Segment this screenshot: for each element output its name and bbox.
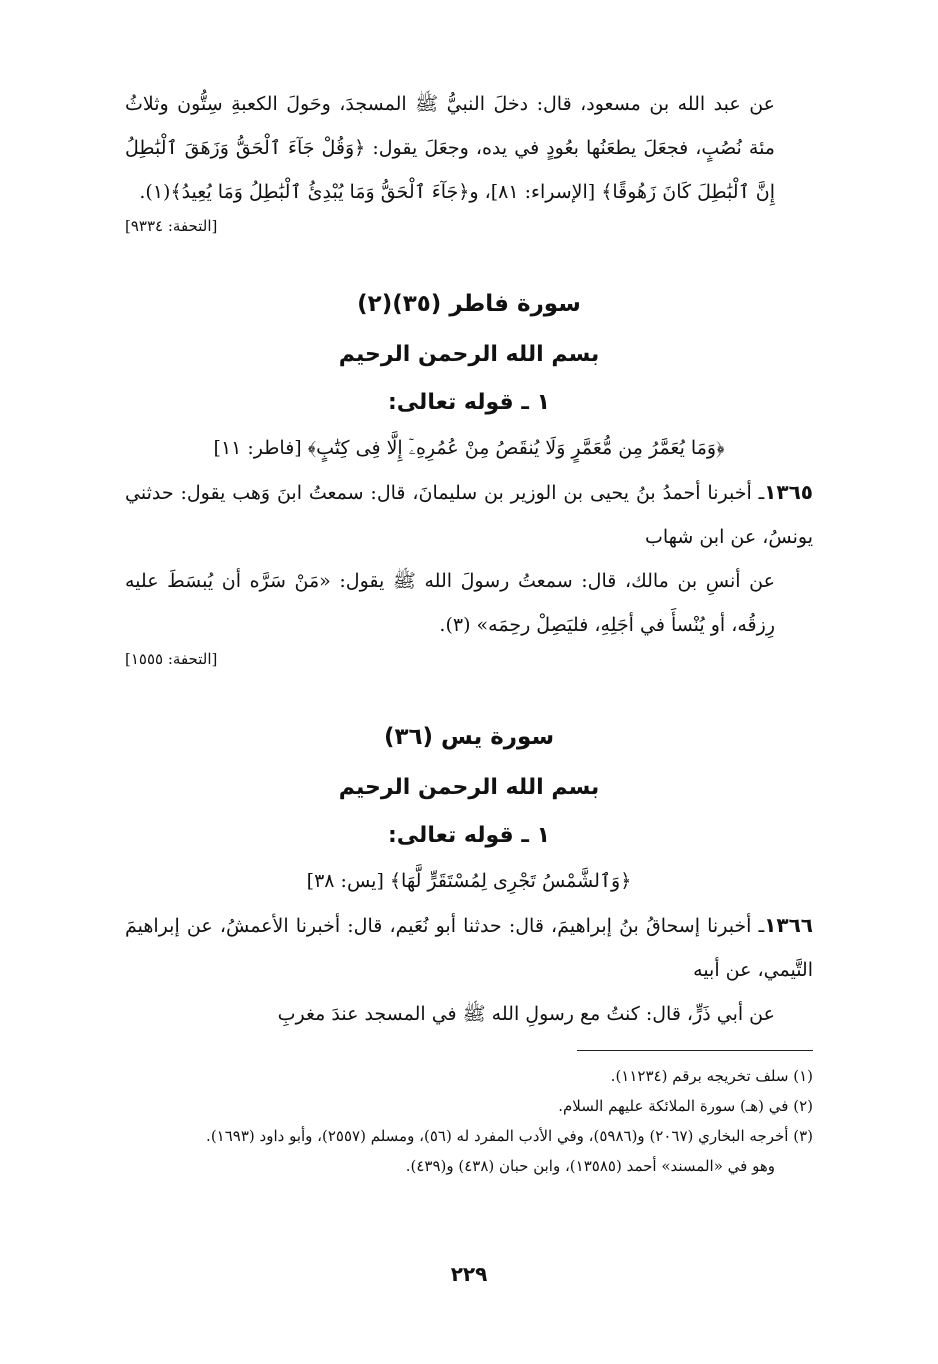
quran-verse-yasin: ﴿وَٱلشَّمْسُ تَجْرِى لِمُسْتَقَرٍّ لَّهَا﴾ [يس: ٣٨] bbox=[306, 870, 632, 892]
hadith-1366-isnad bbox=[125, 903, 813, 992]
isnad-text: ـ أخبرنا إسحاقُ بنُ إبراهيمَ، قال: حدثنا أبو نُعَيم، قال: أخبرنا الأعمشُ، عن إبراهيمَ التَّيمي، عن أبيه bbox=[125, 915, 813, 981]
spacer bbox=[125, 238, 813, 278]
footnote-3: (٣) أخرجه البخاري (٢٠٦٧) و(٥٩٨٦)، وفي الأدب المفرد له (٥٦)، ومسلم (٢٥٥٧)، وأبو داود (١٦٩٣). bbox=[206, 1127, 813, 1145]
quran-verse-fatir: ﴿وَمَا يُعَمَّرُ مِن مُّعَمَّرٍ وَلَا يُنقَصُ مِنْ عُمُرِهِۦٓ إِلَّا فِى كِتَٰبٍ﴾ [فاطر: ١١] bbox=[213, 437, 725, 459]
footnote-1: (١) سلف تخريجه برقم (١١٢٣٤). bbox=[610, 1067, 813, 1085]
intro-reference-wrap bbox=[125, 214, 813, 238]
hadith-1366-matn: عن أبي ذَرٍّ، قال: كنتُ مع رسولِ الله ﷺ في المسجد عندَ مغربِ bbox=[277, 1003, 775, 1025]
hadith-1365-isnad bbox=[125, 470, 813, 559]
page-number: ٢٢٩ bbox=[450, 1262, 488, 1286]
intro-hadith-text: عن عبد الله بن مسعود، قال: دخلَ النبيُّ ﷺ المسجدَ، وحَولَ الكعبةِ سِتُّون وثلاثُ مئة نُصُبٍ، فجعَلَ يطعَنُها بعُودٍ في يده، وجعَلَ يقول: ﴿وَقُلْ جَآءَ ٱلْحَقُّ وَزَهَقَ ٱلْبَٰطِلُ إِنَّ ٱلْبَٰطِلَ كَانَ زَهُوقًا﴾ [الإسراء: ٨١]، و﴿جَآءَ ٱلْحَقُّ وَمَا يُبْدِئُ ٱلْبَٰطِلُ وَمَا يُعِيدُ﴾(١). bbox=[125, 93, 775, 203]
intro-tuhfa-reference: [التحفة: ٩٣٣٤] bbox=[125, 217, 218, 235]
footnote-2: (٢) في (هـ) سورة الملائكة عليهم السلام. bbox=[558, 1097, 813, 1115]
surah-fatir-title: سورة فاطر (٣٥)(٢) bbox=[357, 291, 581, 317]
basmala-heading: بسم الله الرحمن الرحيم bbox=[338, 342, 600, 367]
hadith-number: ١٣٦٦ bbox=[764, 913, 813, 937]
qawluhu-taala-heading: ١ ـ قوله تعالى: bbox=[388, 390, 550, 415]
hadith-1365-matn: عن أنسِ بن مالك، قال: سمعتُ رسولَ الله ﷺ يقول: «مَنْ سَرَّه أن يُبسَطَ عليه رِزقُه، أو يُنْسأَ في أجَلِهِ، فليَصِلْ رحِمَه» (٣). bbox=[125, 570, 775, 636]
section1-reference-wrap bbox=[125, 647, 813, 671]
footnote-divider bbox=[577, 1050, 813, 1051]
spacer bbox=[125, 671, 813, 711]
surah-yasin-title: سورة يس (٣٦) bbox=[383, 724, 555, 750]
basmala-heading: بسم الله الرحمن الرحيم bbox=[338, 775, 600, 800]
section1-tuhfa-reference: [التحفة: ١٥٥٥] bbox=[125, 650, 218, 668]
qawluhu-taala-heading: ١ ـ قوله تعالى: bbox=[388, 823, 550, 848]
page-body bbox=[125, 82, 813, 1181]
hadith-number: ١٣٦٥ bbox=[764, 480, 813, 504]
isnad-text: ـ أخبرنا أحمدُ بنُ يحيى بن الوزير بن سليمانَ، قال: سمعتُ ابنَ وَهب يقول: حدثني يونسُ، عن ابن شهاب bbox=[125, 482, 813, 548]
footnote-3-continued: وهو في «المسند» أحمد (١٣٥٨٥)، وابن حبان (٤٣٨) و(٤٣٩). bbox=[405, 1157, 775, 1175]
